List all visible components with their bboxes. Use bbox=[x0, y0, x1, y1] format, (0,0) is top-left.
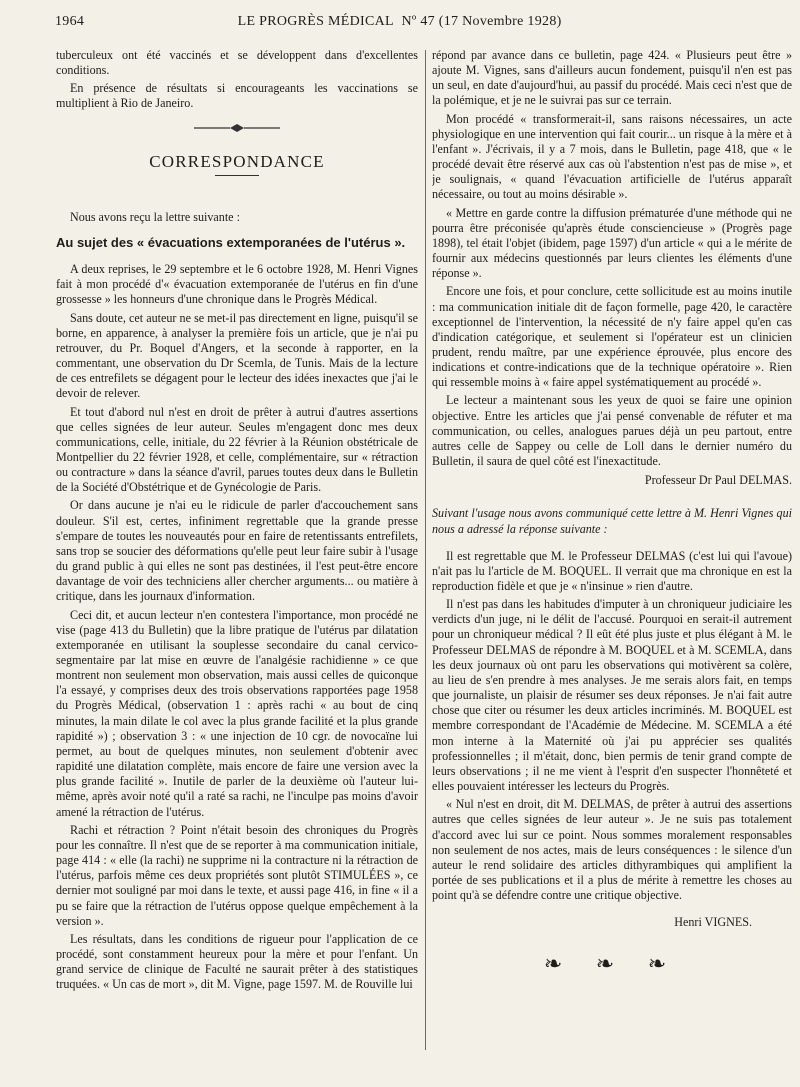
ornament-rule-icon bbox=[192, 122, 282, 134]
reply-paragraph: Il n'est pas dans les habitudes d'imputer à un chroniqueur judiciaire les verdicts d'un juge, ni le délit de l'accusé. Pourquoi en serait-il autrement pour un chroniqueur médical ? Il eût été plus juste et plus élégant à M. le Professeur DELMAS de répondre à M. BOQUEL et à M. SCEMLA, dans les deux journaux où ont paru les observations qui motivèrent sa colère, au lieu de s'en prendre à mes analyses. Je me serais alors fait, en temps que journaliste, un plaisir de résumer ses deux réponses. Je n'ai fait autre chose que citer ou résumer les deux articles incriminés. M. BOQUEL est membre correspondant de l'Académie de Médecine. M. SCEMLA a été mon interne à la Maternité où j'ai pu apprécier ses qualités professionnelles ; il m'était, donc, bien permis de tenir grand compte de leurs observations ; il ne me vient à l'esprit d'en suspecter l'honnêteté et elles pouvaient intéresser les lecteurs du Progrès. bbox=[432, 597, 792, 794]
right-column bbox=[432, 48, 792, 1078]
letter-paragraph: Ceci dit, et aucun lecteur n'en contestera l'importance, mon procédé ne vise (page 413 du Bulletin) que la libre pratique de l'utérus par dilatation extemporanée en utilisant la souplesse secondaire du canal cervico-segmentaire par lat mise en œuvre de l'analgésie rachidienne » ce que montrent non seulement mon observation, mais aussi celles de quiconque l'a essayé, y comprises deux des trois observations rapportées page 1958 du Progrès Médical, (observation 1 : après rachi « au bout de cinq minutes, la main dilate le col avec la plus grande facilité et la plus grande rapidité ») ; observation 3 : « une injection de 10 cgr. de novocaïne lui permet, au bout de quelques minutes, non seulement d'obtenir avec rapidité une dilatation complète, mais encore de faire une version avec la plus grande facilité ». Inutile de parler de la deuxième où l'auteur lui-même, après avoir noté qu'il a raté sa rachi, ne l'inculpe pas moins d'avoir amené la rétraction de l'utérus. bbox=[56, 607, 418, 819]
letter-paragraph: Encore une fois, et pour conclure, cette sollicitude est au moins inutile : ma communication initiale dit de façon formelle, page 420, le caractère exceptionnel de l'intervention, la nécessité de n'y faire appel qu'en cas d'indication catégorique, et seulement si l'opérateur est un clinicien prudent, rendu maître, par une expérience éprouvée, plus encore des indications et contre-indications que de la technique opératoire ». Rien qui ressemble moins à « faire appel systématiquement au procédé ». bbox=[432, 284, 792, 390]
received-line: Nous avons reçu la lettre suivante : bbox=[70, 209, 240, 224]
letter-paragraph: A deux reprises, le 29 septembre et le 6 octobre 1928, M. Henri Vignes fait à mon procédé d'« évacuation extemporanée de l'utérus en fin d'une grossesse » les honneurs d'une chronique dans le Progrès Médical. bbox=[56, 262, 418, 307]
section-heading: CORRESPONDANCE bbox=[149, 151, 325, 171]
letter-paragraph: répond par avance dans ce bulletin, page 424. « Plusieurs peut être » ajoute M. Vignes, sans d'ailleurs aucun fondement, puisqu'il n'en est pas un seul, en date d'aujourd'hui, au passif du procédé. Mais ceci n'est que de la polémique, et je ne le suivrai pas sur ce terrain. bbox=[432, 48, 792, 108]
letter-paragraph: « Mettre en garde contre la diffusion prématurée d'une méthode qui ne pourra être préconisée qu'après étude consciencieuse » (Progrès page 1898), tel était l'objet (ibidem, page 1597) d'un article « qui a le mérite de fournir aux médecins questionnés par leurs clientes les éléments d'une réponse ». bbox=[432, 205, 792, 281]
letter-paragraph: Le lecteur a maintenant sous les yeux de quoi se faire une opinion objective. Entre les articles que j'ai pensé convenable de réfuter et ma communication, ou celles, analogues parues déjà un peu partout, entre autres celle de Sappey ou celle de Loll dans le dernier numéro du Bulletin, il saura de quel côté est l'inexactitude. bbox=[432, 393, 792, 469]
reply-signature: Henri VIGNES. bbox=[674, 915, 752, 930]
letter-paragraph: Et tout d'abord nul n'est en droit de prêter à autrui d'autres assertions que celles signées de leur auteur. Seules m'engagent donc mes deux communications, celle, initiale, du 22 février à la Réunion obstétricale de Montpellier du 22 février 1928, et celle, complémentaire, sur « rétraction ou contracture » dans la séance d'avril, parues toutes deux dans le Bulletin de la Société d'Obstétrique et de Gynécologie de Paris. bbox=[56, 404, 418, 495]
column-divider bbox=[425, 50, 426, 1050]
letter-paragraph: Rachi et rétraction ? Point n'était besoin des chroniques du Progrès pour les connaître. Il n'est que de se reporter à ma communication initiale, page 414 : « elle (la rachi) ne supprime ni la contracture ni la rétraction de l'utérus, parfois même ces deux propriétés sont plutôt STIMULÉES », ce dernier mot souligné par moi dans le texte, et aussi page 416, in fine « il a pu se faire que la rétraction de l'utérus oppose quelque empêchement à la version ». bbox=[56, 822, 418, 928]
letter-paragraph: Sans doute, cet auteur ne se met-il pas directement en ligne, puisqu'il se borne, en apparence, à analyser la première fois un article, que je n'ai pu retrouver, du Pr. Boquel d'Angers, et la seconde à rapporter, en la commentant, une observation du Dr Scemla, de Tunis. Mais de la lecture de ces entrefilets se dégagent pour le lecteur des idées inexactes que j'ai le devoir de relever. bbox=[56, 310, 418, 401]
left-column bbox=[56, 48, 418, 1078]
intro-paragraph: tuberculeux ont été vaccinés et se développent dans d'excellentes conditions. bbox=[56, 48, 418, 78]
letter-paragraph: Mon procédé « transformerait-il, sans raisons nécessaires, un acte physiologique en une intervention qui fait courir... un risque à la mère et à l'enfant ». J'écrivais, il y a 7 mois, dans le Bulletin, page 418, que « le procédé devait être réservé aux cas où l'abstention n'est pas de mise », et je soulignais, « quand l'évacuation artificielle de l'utérus apparaît nécessaire, ou tout au moins désirable ». bbox=[432, 111, 792, 202]
intro-paragraph: En présence de résultats si encourageants les vaccinations se multiplient à Rio de Janeiro. bbox=[56, 81, 418, 111]
journal-title: LE PROGRÈS MÉDICAL Nº 47 (17 Novembre 1928) bbox=[237, 14, 562, 29]
fleuron-ornaments: ❧ ❧ ❧ bbox=[543, 951, 681, 977]
letter-paragraph: Les résultats, dans les conditions de rigueur pour l'application de ce procédé, sont constamment heureux pour la mère et pour l'enfant. Un grand service de clinique de Faculté ne saurait prêter à des statistiques truquées. « Un cas de mort », dit M. Vigne, page 1597. M. de Rouville lui bbox=[56, 931, 418, 992]
letter-paragraph: Or dans aucune je n'ai eu le ridicule de parler d'accouchement sans douleur. S'il est, certes, infiniment regrettable que la grande presse s'empare de toutes les nouveautés pour en faire de retentissants entrefilets, sans trop se soucier des déformations qu'elle peut leur faire subir à l'usage du grand public à qui elles ne sont pas destinées, il l'est peut-être encore davantage de voir des techniciens aller chercher arguments... ou matière à critique, dans les journaux d'information. bbox=[56, 498, 418, 604]
letter-subject: Au sujet des « évacuations extemporanées de l'utérus ». bbox=[56, 234, 406, 250]
page-number: 1964 bbox=[55, 14, 85, 29]
reply-paragraph: Il est regrettable que M. le Professeur DELMAS (c'est lui qui l'avoue) n'ait pas lu l'article de M. BOQUEL. Il verrait que ma chronique en est la reproduction fidèle et que je « n'insinue » rien d'autre. bbox=[432, 548, 792, 593]
editor-note: Suivant l'usage nous avons communiqué cette lettre à M. Henri Vignes qui nous a adressé la réponse suivante : bbox=[432, 506, 792, 536]
ornament-divider bbox=[56, 122, 418, 134]
running-header bbox=[55, 14, 745, 36]
issue-info: Nº 47 (17 Novembre 1928) bbox=[401, 14, 562, 29]
reply-paragraph: « Nul n'est en droit, dit M. DELMAS, de prêter à autrui des assertions autres que celles signées de leur auteur ». Je ne suis pas totalement d'accord avec lui sur ce point. Nous sommes moralement responsables non seulement de nos actes, mais de leurs conséquences : le silence d'un auteur le rend solidaire des articles dithyrambiques qui amplifient la portée de ses publications et il a plus de mérite à remettre les choses au point qu'à se défendre contre une critique objective. bbox=[432, 797, 792, 903]
author-signature: Professeur Dr Paul DELMAS. bbox=[644, 473, 792, 488]
heading-underline bbox=[215, 175, 259, 176]
